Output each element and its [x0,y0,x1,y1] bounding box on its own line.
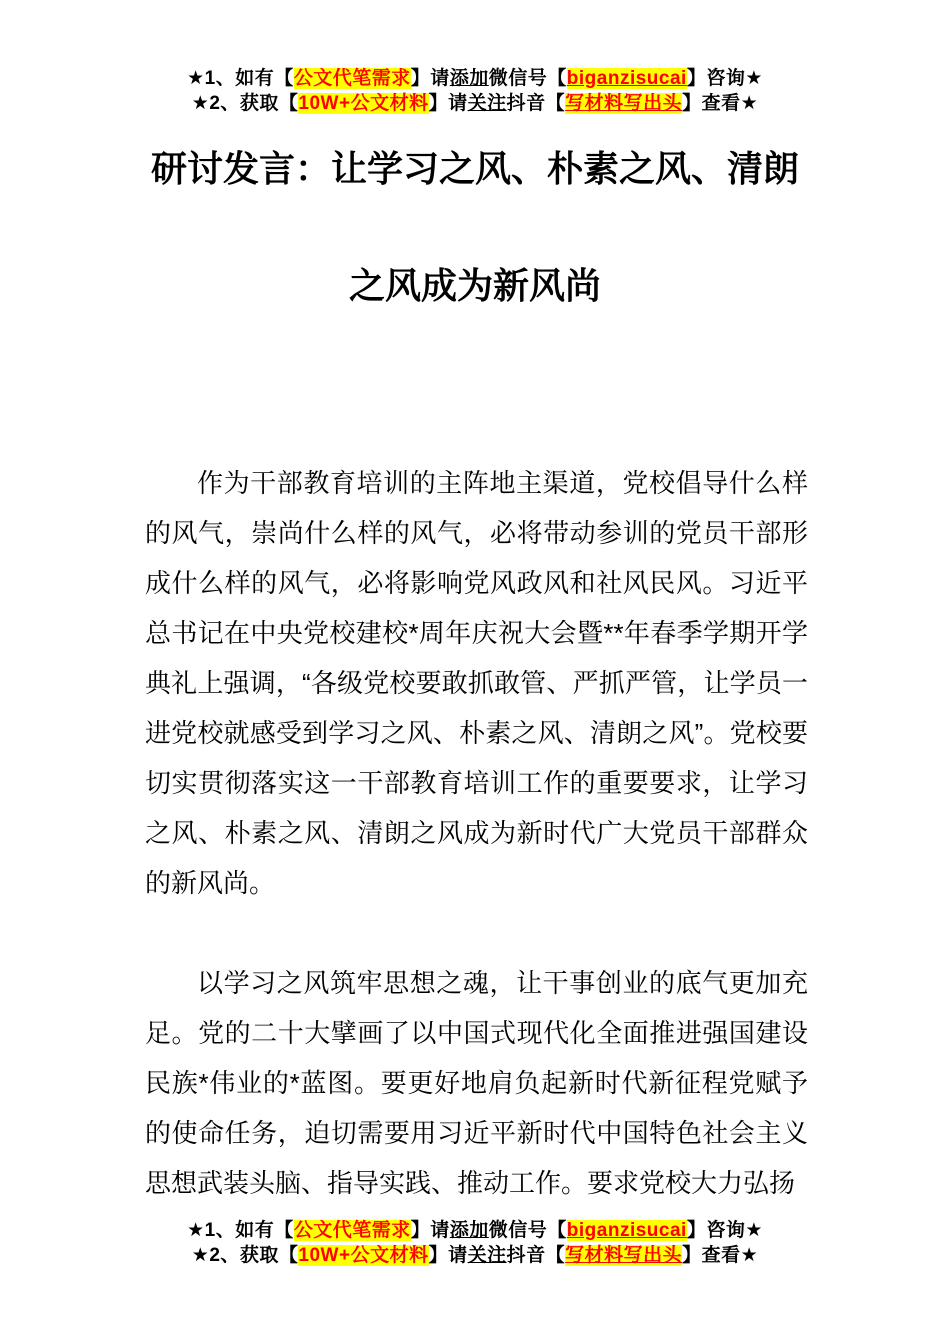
document-body [145,458,808,1208]
promo-header [0,66,950,116]
promo-wechat-id: biganzisucai [566,1220,687,1241]
paragraph-2: 以学习之风筑牢思想之魂，让干事创业的底气更加充足。党的二十大擘画了以中国式现代化全面推进强国建设民族*伟业的*蓝图。要更好地肩负起新时代新征程党赋予的使命任务，迫切需要用习近平新时代中国特色社会主义思想武装头脑、指导实践、推动工作。要求党校大力弘扬 [145,968,808,1198]
promo-footer [0,1218,950,1268]
promo-highlight-service-keyword: 公文代笔需求 [293,1220,411,1241]
promo-header-line-1 [0,66,950,91]
promo-underline-add: 添加 [449,1220,489,1241]
promo-text: 】咨询★ [686,68,763,89]
promo-underline-follow: 关注 [467,93,507,114]
promo-text: 】请 [410,1220,450,1241]
promo-text: 】查看★ [682,93,759,114]
promo-highlight-service-keyword: 公文代笔需求 [293,68,411,89]
promo-text: 微信号【 [488,68,567,89]
promo-text: 】查看★ [682,1245,759,1266]
document-title-line-1: 研讨发言：让学习之风、朴素之风、清朗 [150,148,799,189]
promo-text: ★1、如有【 [187,68,294,89]
promo-underline-follow: 关注 [467,1245,507,1266]
promo-wechat-id: biganzisucai [566,68,687,89]
promo-text: 抖音【 [506,93,566,114]
promo-text: 微信号【 [488,1220,567,1241]
promo-highlight-material-keyword: 10W+公文材料 [298,1245,429,1266]
document-title-line-2: 之风成为新风尚 [348,265,601,306]
promo-underline-add: 添加 [449,68,489,89]
promo-text: 】咨询★ [686,1220,763,1241]
promo-header-line-2 [0,91,950,116]
promo-footer-line-2 [0,1243,950,1268]
promo-text: ★1、如有【 [187,1220,294,1241]
promo-text: ★2、获取【 [191,1245,299,1266]
promo-text: ★2、获取【 [191,93,299,114]
promo-text: 】请 [428,93,468,114]
promo-text: 】请 [428,1245,468,1266]
promo-text: 】请 [410,68,450,89]
paragraph-1: 作为干部教育培训的主阵地主渠道，党校倡导什么样的风气，崇尚什么样的风气，必将带动参训的党员干部形成什么样的风气，必将影响党风政风和社风民风。习近平总书记在中央党校建校*周年庆祝大会暨**年春季学期开学典礼上强调，“各级党校要敢抓敢管、严抓严管，让学员一进党校就感受到学习之风、朴素之风、清朗之风”。党校要切实贯彻落实这一干部教育培训工作的重要要求，让学习之风、朴素之风、清朗之风成为新时代广大党员干部群众的新风尚。 [145,468,808,898]
promo-highlight-material-keyword: 10W+公文材料 [298,93,429,114]
promo-footer-line-1 [0,1218,950,1243]
promo-douyin-name: 写材料写出头 [565,93,683,114]
promo-text: 抖音【 [506,1245,566,1266]
promo-douyin-name: 写材料写出头 [565,1245,683,1266]
